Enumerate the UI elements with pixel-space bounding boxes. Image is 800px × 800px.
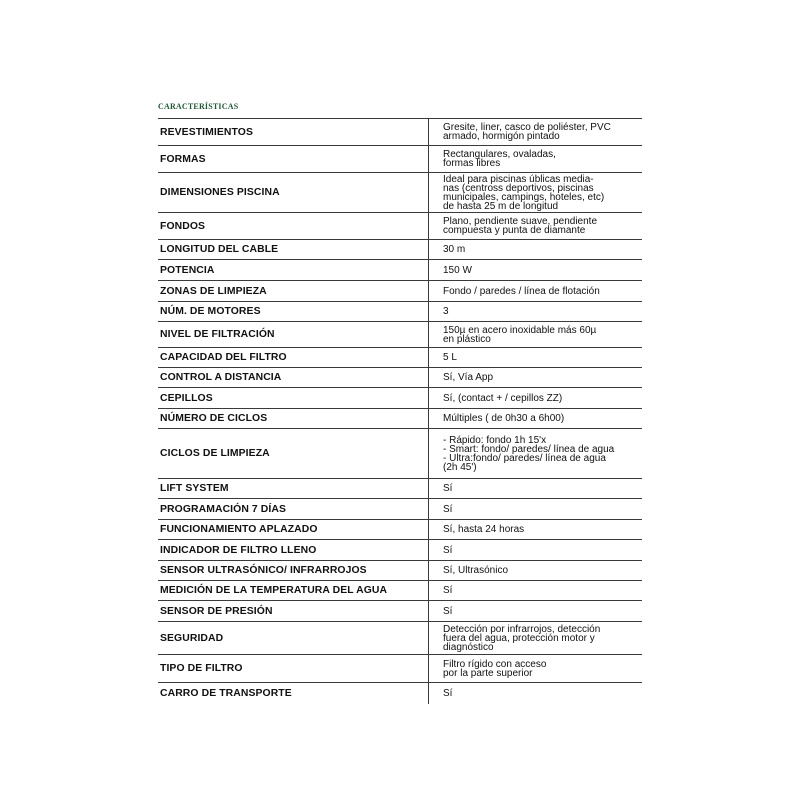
table-row — [158, 580, 642, 600]
table-row — [158, 519, 642, 539]
spec-label: MEDICIÓN DE LA TEMPERATURA DEL AGUA — [158, 581, 429, 600]
spec-label: CAPACIDAD DEL FILTRO — [158, 348, 429, 367]
spec-value: Sí — [443, 483, 453, 494]
spec-value: Sí, hasta 24 horas — [443, 524, 525, 535]
table-row — [158, 280, 642, 301]
spec-label: LONGITUD DEL CABLE — [158, 240, 429, 259]
spec-value: 3 — [443, 306, 449, 317]
spec-label: REVESTIMIENTOS — [158, 119, 429, 145]
spec-value: Sí — [443, 585, 453, 596]
spec-value: Plano, pendiente suave, pendiente compuesta y punta de diamante — [443, 216, 598, 236]
spec-label: ZONAS DE LIMPIEZA — [158, 281, 429, 301]
spec-label: NIVEL DE FILTRACIÓN — [158, 322, 429, 347]
table-row — [158, 259, 642, 280]
table-row — [158, 118, 642, 145]
table-row — [158, 600, 642, 621]
spec-value: - Rápido: fondo 1h 15'x - Smart: fondo/ paredes/ línea de agua - Ultra:fondo/ paredes/ línea de agua (2h 45') — [443, 434, 615, 473]
spec-value: 150 W — [443, 264, 472, 276]
spec-value: Ideal para piscinas úblicas media- nas (centross deportivos, piscinas municipales, campings, hoteles, etc) de hasta 25 m de longitud — [443, 173, 605, 212]
spec-label: PROGRAMACIÓN 7 DÍAS — [158, 499, 429, 519]
table-row — [158, 239, 642, 259]
table-row — [158, 498, 642, 519]
table-row — [158, 560, 642, 580]
spec-value: Sí, (contact + / cepillos ZZ) — [443, 392, 563, 404]
spec-value: 150µ en acero inoxidable más 60µ en plástico — [443, 324, 597, 345]
spec-label: NÚMERO DE CICLOS — [158, 409, 429, 428]
table-row — [158, 301, 642, 321]
spec-value: Sí — [443, 544, 453, 556]
spec-value: Detección por infrarrojos, detección fuera del agua, protección motor y diagnóstico — [443, 623, 601, 653]
table-row — [158, 367, 642, 387]
spec-label: INDICADOR DE FILTRO LLENO — [158, 540, 429, 560]
table-row — [158, 621, 642, 654]
spec-label: SENSOR ULTRASÓNICO/ INFRARROJOS — [158, 561, 429, 580]
specifications-table — [158, 118, 642, 704]
table-row — [158, 172, 642, 212]
spec-value: Filtro rígido con acceso por la parte superior — [443, 658, 547, 679]
spec-value: Sí, Vía App — [443, 372, 494, 383]
spec-value: 5 L — [443, 352, 457, 363]
table-row — [158, 682, 642, 704]
table-row — [158, 347, 642, 367]
table-row — [158, 387, 642, 408]
spec-value: 30 m — [443, 244, 466, 255]
spec-value: Múltiples ( de 0h30 a 6h00) — [443, 413, 565, 424]
spec-value: Rectangulares, ovaladas, formas libres — [443, 149, 556, 169]
spec-label: CEPILLOS — [158, 388, 429, 408]
spec-value: Sí, Ultrasónico — [443, 565, 509, 576]
table-row — [158, 654, 642, 682]
table-row — [158, 428, 642, 478]
table-row — [158, 212, 642, 239]
spec-value: Sí — [443, 503, 453, 515]
spec-value: Sí — [443, 605, 453, 617]
spec-value: Gresite, liner, casco de poliéster, PVC armado, hormigón pintado — [443, 122, 611, 142]
section-title: CARACTERÍSTICAS — [158, 102, 239, 111]
spec-label: FUNCIONAMIENTO APLAZADO — [158, 520, 429, 539]
table-row — [158, 145, 642, 172]
table-row — [158, 539, 642, 560]
spec-label: POTENCIA — [158, 260, 429, 280]
table-row — [158, 408, 642, 428]
spec-label: DIMENSIONES PISCINA — [158, 173, 429, 212]
spec-label: SENSOR DE PRESIÓN — [158, 601, 429, 621]
spec-label: CONTROL A DISTANCIA — [158, 368, 429, 387]
table-row — [158, 321, 642, 347]
spec-label: TIPO DE FILTRO — [158, 655, 429, 682]
spec-label: CARRO DE TRANSPORTE — [158, 683, 429, 704]
spec-label: NÚM. DE MOTORES — [158, 302, 429, 321]
spec-value: Fondo / paredes / línea de flotación — [443, 285, 600, 297]
table-row — [158, 478, 642, 498]
spec-label: FONDOS — [158, 213, 429, 239]
spec-label: FORMAS — [158, 146, 429, 172]
spec-label: SEGURIDAD — [158, 622, 429, 654]
spec-label: LIFT SYSTEM — [158, 479, 429, 498]
spec-label: CICLOS DE LIMPIEZA — [158, 429, 429, 478]
spec-value: Sí — [443, 688, 453, 699]
specifications-sheet — [158, 101, 642, 704]
